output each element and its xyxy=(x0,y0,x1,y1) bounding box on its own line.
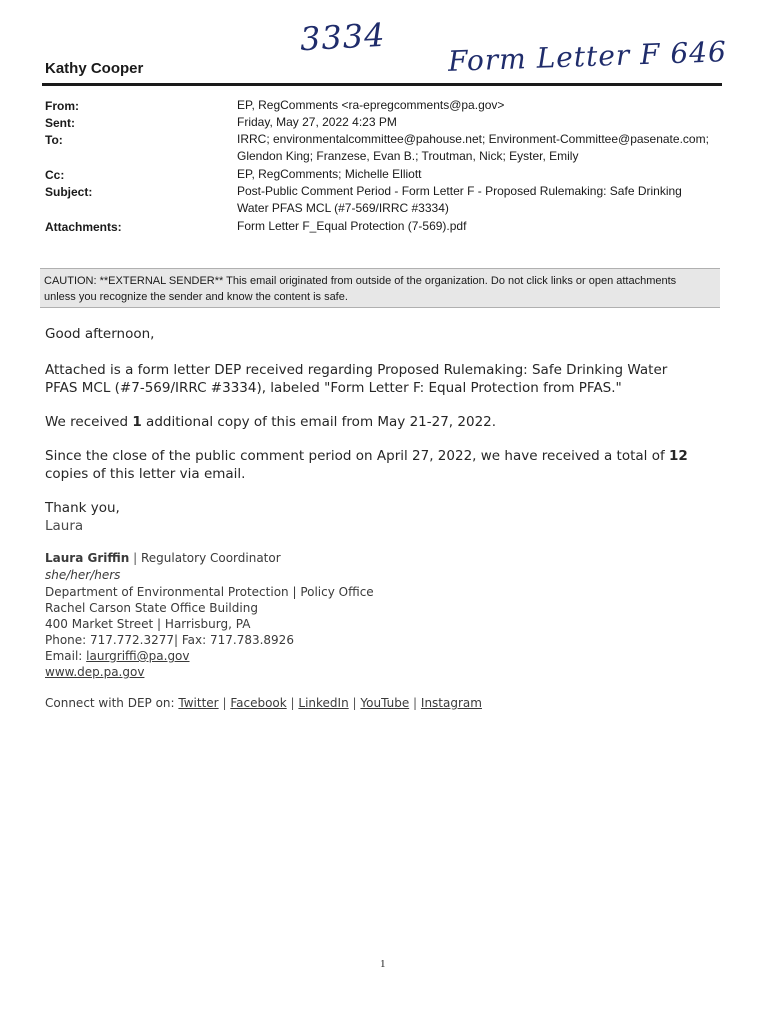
signature-email-line xyxy=(45,649,190,664)
website-link[interactable]: www.dep.pa.gov xyxy=(45,665,145,679)
email-link[interactable]: laurgriffi@pa.gov xyxy=(86,649,190,663)
signature-phone: Phone: 717.772.3277| Fax: 717.783.8926 xyxy=(45,633,294,647)
signature-address: 400 Market Street | Harrisburg, PA xyxy=(45,617,251,631)
twitter-link[interactable]: Twitter xyxy=(178,696,219,710)
external-sender-caution-banner xyxy=(40,268,720,308)
social-links-line xyxy=(45,696,482,711)
paragraph-total-copies xyxy=(45,447,735,483)
separator: | xyxy=(222,696,227,710)
subject-line-1: Post-Public Comment Period - Form Letter F - Proposed Rulemaking: Safe Drinking xyxy=(237,184,682,198)
header-divider xyxy=(42,83,722,86)
signature-department: Department of Environmental Protection | Policy Office xyxy=(45,585,374,599)
signature-title: Regulatory Coordinator xyxy=(141,551,281,565)
signature-name-line xyxy=(45,551,281,566)
closing-line: Thank you, xyxy=(45,500,120,516)
attachments-label: Attachments: xyxy=(45,220,122,234)
signature-building: Rachel Carson State Office Building xyxy=(45,601,258,615)
signature-pronouns: she/her/hers xyxy=(45,568,121,582)
subject-label: Subject: xyxy=(45,185,93,199)
paragraph-line-2: PFAS MCL (#7-569/IRRC #3334), labeled "Form Letter F: Equal Protection from PFAS." xyxy=(45,380,622,396)
paragraph-line-2: copies of this letter via email. xyxy=(45,466,246,482)
caution-line-2: unless you recognize the sender and know the content is safe. xyxy=(44,291,348,303)
sent-label: Sent: xyxy=(45,116,75,130)
separator: | xyxy=(352,696,357,710)
paragraph-line-1 xyxy=(45,447,735,465)
from-label: From: xyxy=(45,99,79,113)
caution-line-1: CAUTION: **EXTERNAL SENDER** This email originated from outside of the organization. Do not click links or open attachments xyxy=(44,275,677,287)
facebook-link[interactable]: Facebook xyxy=(230,696,287,710)
greeting: Good afternoon, xyxy=(45,326,155,342)
paragraph-form-letter xyxy=(45,361,735,397)
text: Since the close of the public comment period on April 27, 2022, we have received a total of xyxy=(45,448,670,464)
to-line-2: Glendon King; Franzese, Evan B.; Troutman, Nick; Eyster, Emily xyxy=(237,149,579,163)
attachment-file-link[interactable]: Form Letter F_Equal Protection (7-569).pdf xyxy=(237,219,467,233)
total-count: 12 xyxy=(669,448,688,464)
from-value: EP, RegComments <ra-epregcomments@pa.gov> xyxy=(237,98,505,112)
mailbox-owner-name: Kathy Cooper xyxy=(45,60,144,77)
to-line-1: IRRC; environmentalcommittee@pahouse.net; Environment-Committee@pasenate.com; xyxy=(237,132,709,146)
paragraph-line-1: Attached is a form letter DEP received regarding Proposed Rulemaking: Safe Drinking Water xyxy=(45,362,668,378)
instagram-link[interactable]: Instagram xyxy=(420,696,482,710)
separator: | xyxy=(133,551,138,565)
page-number: 1 xyxy=(380,958,386,970)
separator: | xyxy=(290,696,295,710)
email-label: Email: xyxy=(45,649,87,663)
handwritten-number: 3334 xyxy=(299,15,387,59)
cc-label: Cc: xyxy=(45,168,65,182)
handwritten-form-letter-label: Form Letter F 646 xyxy=(447,35,728,78)
separator: | xyxy=(413,696,418,710)
linkedin-link[interactable]: LinkedIn xyxy=(298,696,349,710)
paragraph-additional-copies xyxy=(45,413,735,431)
closing xyxy=(45,499,735,535)
to-value xyxy=(237,131,727,165)
sent-value: Friday, May 27, 2022 4:23 PM xyxy=(237,115,397,129)
text: We received xyxy=(45,414,133,430)
social-prefix: Connect with DEP on: xyxy=(45,696,179,710)
youtube-link[interactable]: YouTube xyxy=(360,696,410,710)
subject-value xyxy=(237,183,727,217)
subject-line-2: Water PFAS MCL (#7-569/IRRC #3334) xyxy=(237,201,449,215)
copy-count: 1 xyxy=(132,414,142,430)
text: additional copy of this email from May 21-27, 2022. xyxy=(141,414,497,430)
cc-value: EP, RegComments; Michelle Elliott xyxy=(237,167,422,181)
signature-name: Laura Griffin xyxy=(45,551,130,565)
closing-name: Laura xyxy=(45,518,84,534)
to-label: To: xyxy=(45,133,63,147)
